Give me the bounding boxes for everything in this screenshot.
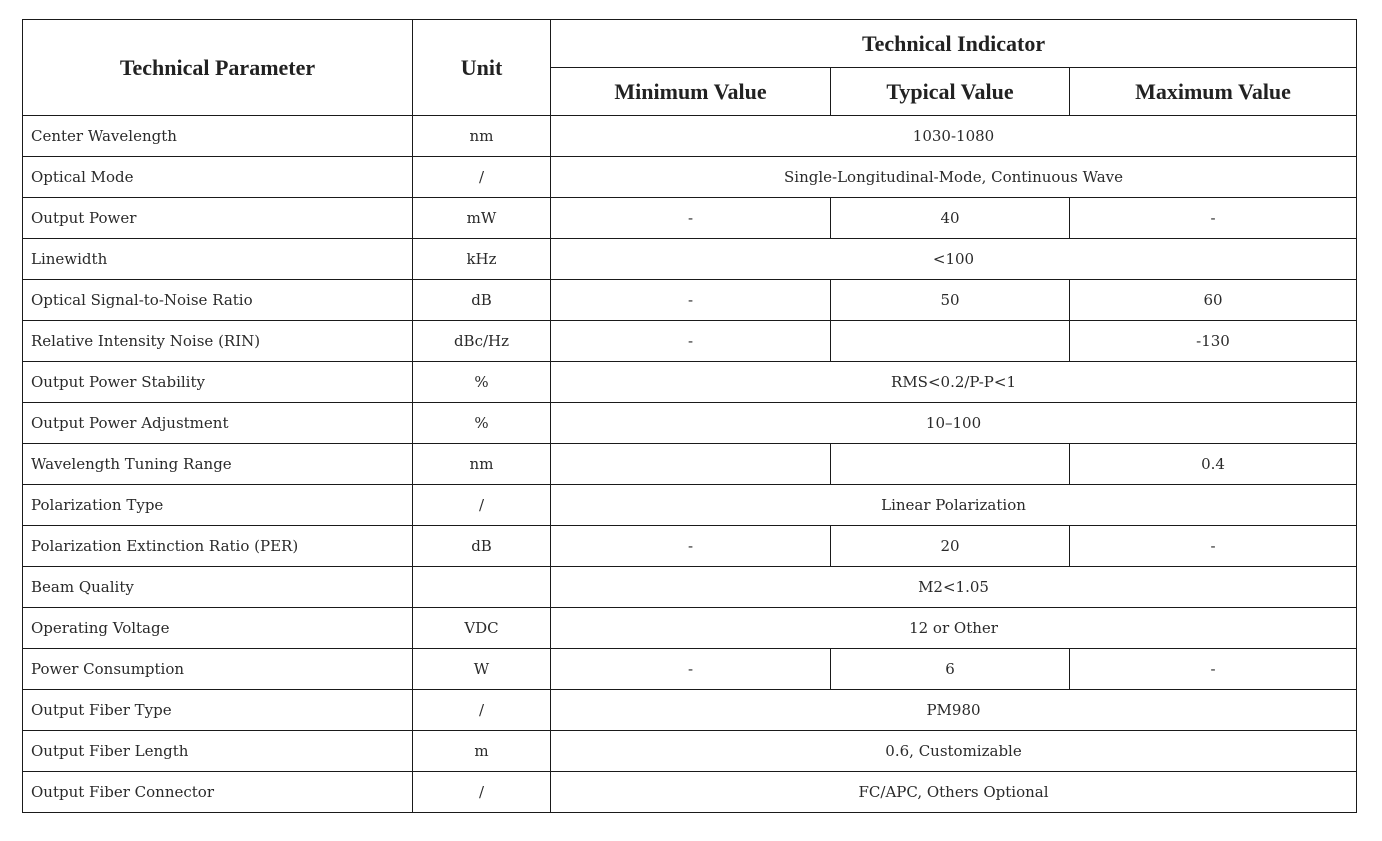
table-row (23, 239, 1357, 280)
header-technical-parameter: Technical Parameter (23, 20, 413, 116)
min-value-cell: - (551, 198, 831, 239)
parameter-cell: Polarization Extinction Ratio (PER) (23, 526, 413, 567)
unit-cell: dB (413, 280, 551, 321)
unit-cell: % (413, 403, 551, 444)
typical-value-cell (831, 444, 1070, 485)
parameter-cell: Beam Quality (23, 567, 413, 608)
parameter-cell: Output Power Stability (23, 362, 413, 403)
max-value-cell: - (1070, 649, 1357, 690)
max-value-cell: - (1070, 526, 1357, 567)
header-unit: Unit (413, 20, 551, 116)
unit-cell: dBc/Hz (413, 321, 551, 362)
parameter-cell: Operating Voltage (23, 608, 413, 649)
table-row (23, 567, 1357, 608)
parameter-cell: Linewidth (23, 239, 413, 280)
parameter-cell: Center Wavelength (23, 116, 413, 157)
unit-cell (413, 567, 551, 608)
parameter-cell: Output Fiber Connector (23, 772, 413, 813)
table-body (23, 116, 1357, 813)
min-value-cell: - (551, 649, 831, 690)
header-technical-indicator: Technical Indicator (551, 20, 1357, 68)
unit-cell: / (413, 157, 551, 198)
table-row (23, 280, 1357, 321)
table-row (23, 485, 1357, 526)
min-value-cell: - (551, 321, 831, 362)
unit-cell: % (413, 362, 551, 403)
value-cell-merged: 1030-1080 (551, 116, 1357, 157)
value-cell-merged: 10–100 (551, 403, 1357, 444)
value-cell-merged: 0.6, Customizable (551, 731, 1357, 772)
max-value-cell: - (1070, 198, 1357, 239)
typical-value-cell (831, 321, 1070, 362)
typical-value-cell: 6 (831, 649, 1070, 690)
parameter-cell: Power Consumption (23, 649, 413, 690)
unit-cell: kHz (413, 239, 551, 280)
unit-cell: / (413, 485, 551, 526)
unit-cell: nm (413, 444, 551, 485)
unit-cell: m (413, 731, 551, 772)
header-typical-value: Typical Value (831, 68, 1070, 116)
max-value-cell: 60 (1070, 280, 1357, 321)
table-row (23, 403, 1357, 444)
parameter-cell: Polarization Type (23, 485, 413, 526)
table-row (23, 608, 1357, 649)
typical-value-cell: 20 (831, 526, 1070, 567)
min-value-cell: - (551, 280, 831, 321)
table-row (23, 690, 1357, 731)
spec-table (22, 19, 1357, 813)
table-row (23, 116, 1357, 157)
min-value-cell (551, 444, 831, 485)
header-maximum-value: Maximum Value (1070, 68, 1357, 116)
value-cell-merged: Single-Longitudinal-Mode, Continuous Wave (551, 157, 1357, 198)
header-row-top (23, 20, 1357, 68)
max-value-cell: -130 (1070, 321, 1357, 362)
unit-cell: W (413, 649, 551, 690)
table-row (23, 649, 1357, 690)
parameter-cell: Optical Signal-to-Noise Ratio (23, 280, 413, 321)
unit-cell: / (413, 690, 551, 731)
table-row (23, 772, 1357, 813)
value-cell-merged: Linear Polarization (551, 485, 1357, 526)
table-row (23, 362, 1357, 403)
parameter-cell: Output Power (23, 198, 413, 239)
min-value-cell: - (551, 526, 831, 567)
unit-cell: VDC (413, 608, 551, 649)
parameter-cell: Wavelength Tuning Range (23, 444, 413, 485)
value-cell-merged: FC/APC, Others Optional (551, 772, 1357, 813)
value-cell-merged: M2<1.05 (551, 567, 1357, 608)
typical-value-cell: 40 (831, 198, 1070, 239)
parameter-cell: Optical Mode (23, 157, 413, 198)
parameter-cell: Output Power Adjustment (23, 403, 413, 444)
value-cell-merged: PM980 (551, 690, 1357, 731)
table-row (23, 157, 1357, 198)
unit-cell: nm (413, 116, 551, 157)
table-row (23, 526, 1357, 567)
unit-cell: / (413, 772, 551, 813)
parameter-cell: Output Fiber Length (23, 731, 413, 772)
unit-cell: dB (413, 526, 551, 567)
value-cell-merged: <100 (551, 239, 1357, 280)
unit-cell: mW (413, 198, 551, 239)
table-row (23, 731, 1357, 772)
typical-value-cell: 50 (831, 280, 1070, 321)
value-cell-merged: RMS<0.2/P-P<1 (551, 362, 1357, 403)
table-row (23, 321, 1357, 362)
header-minimum-value: Minimum Value (551, 68, 831, 116)
max-value-cell: 0.4 (1070, 444, 1357, 485)
value-cell-merged: 12 or Other (551, 608, 1357, 649)
table-row (23, 444, 1357, 485)
parameter-cell: Output Fiber Type (23, 690, 413, 731)
table-row (23, 198, 1357, 239)
parameter-cell: Relative Intensity Noise (RIN) (23, 321, 413, 362)
